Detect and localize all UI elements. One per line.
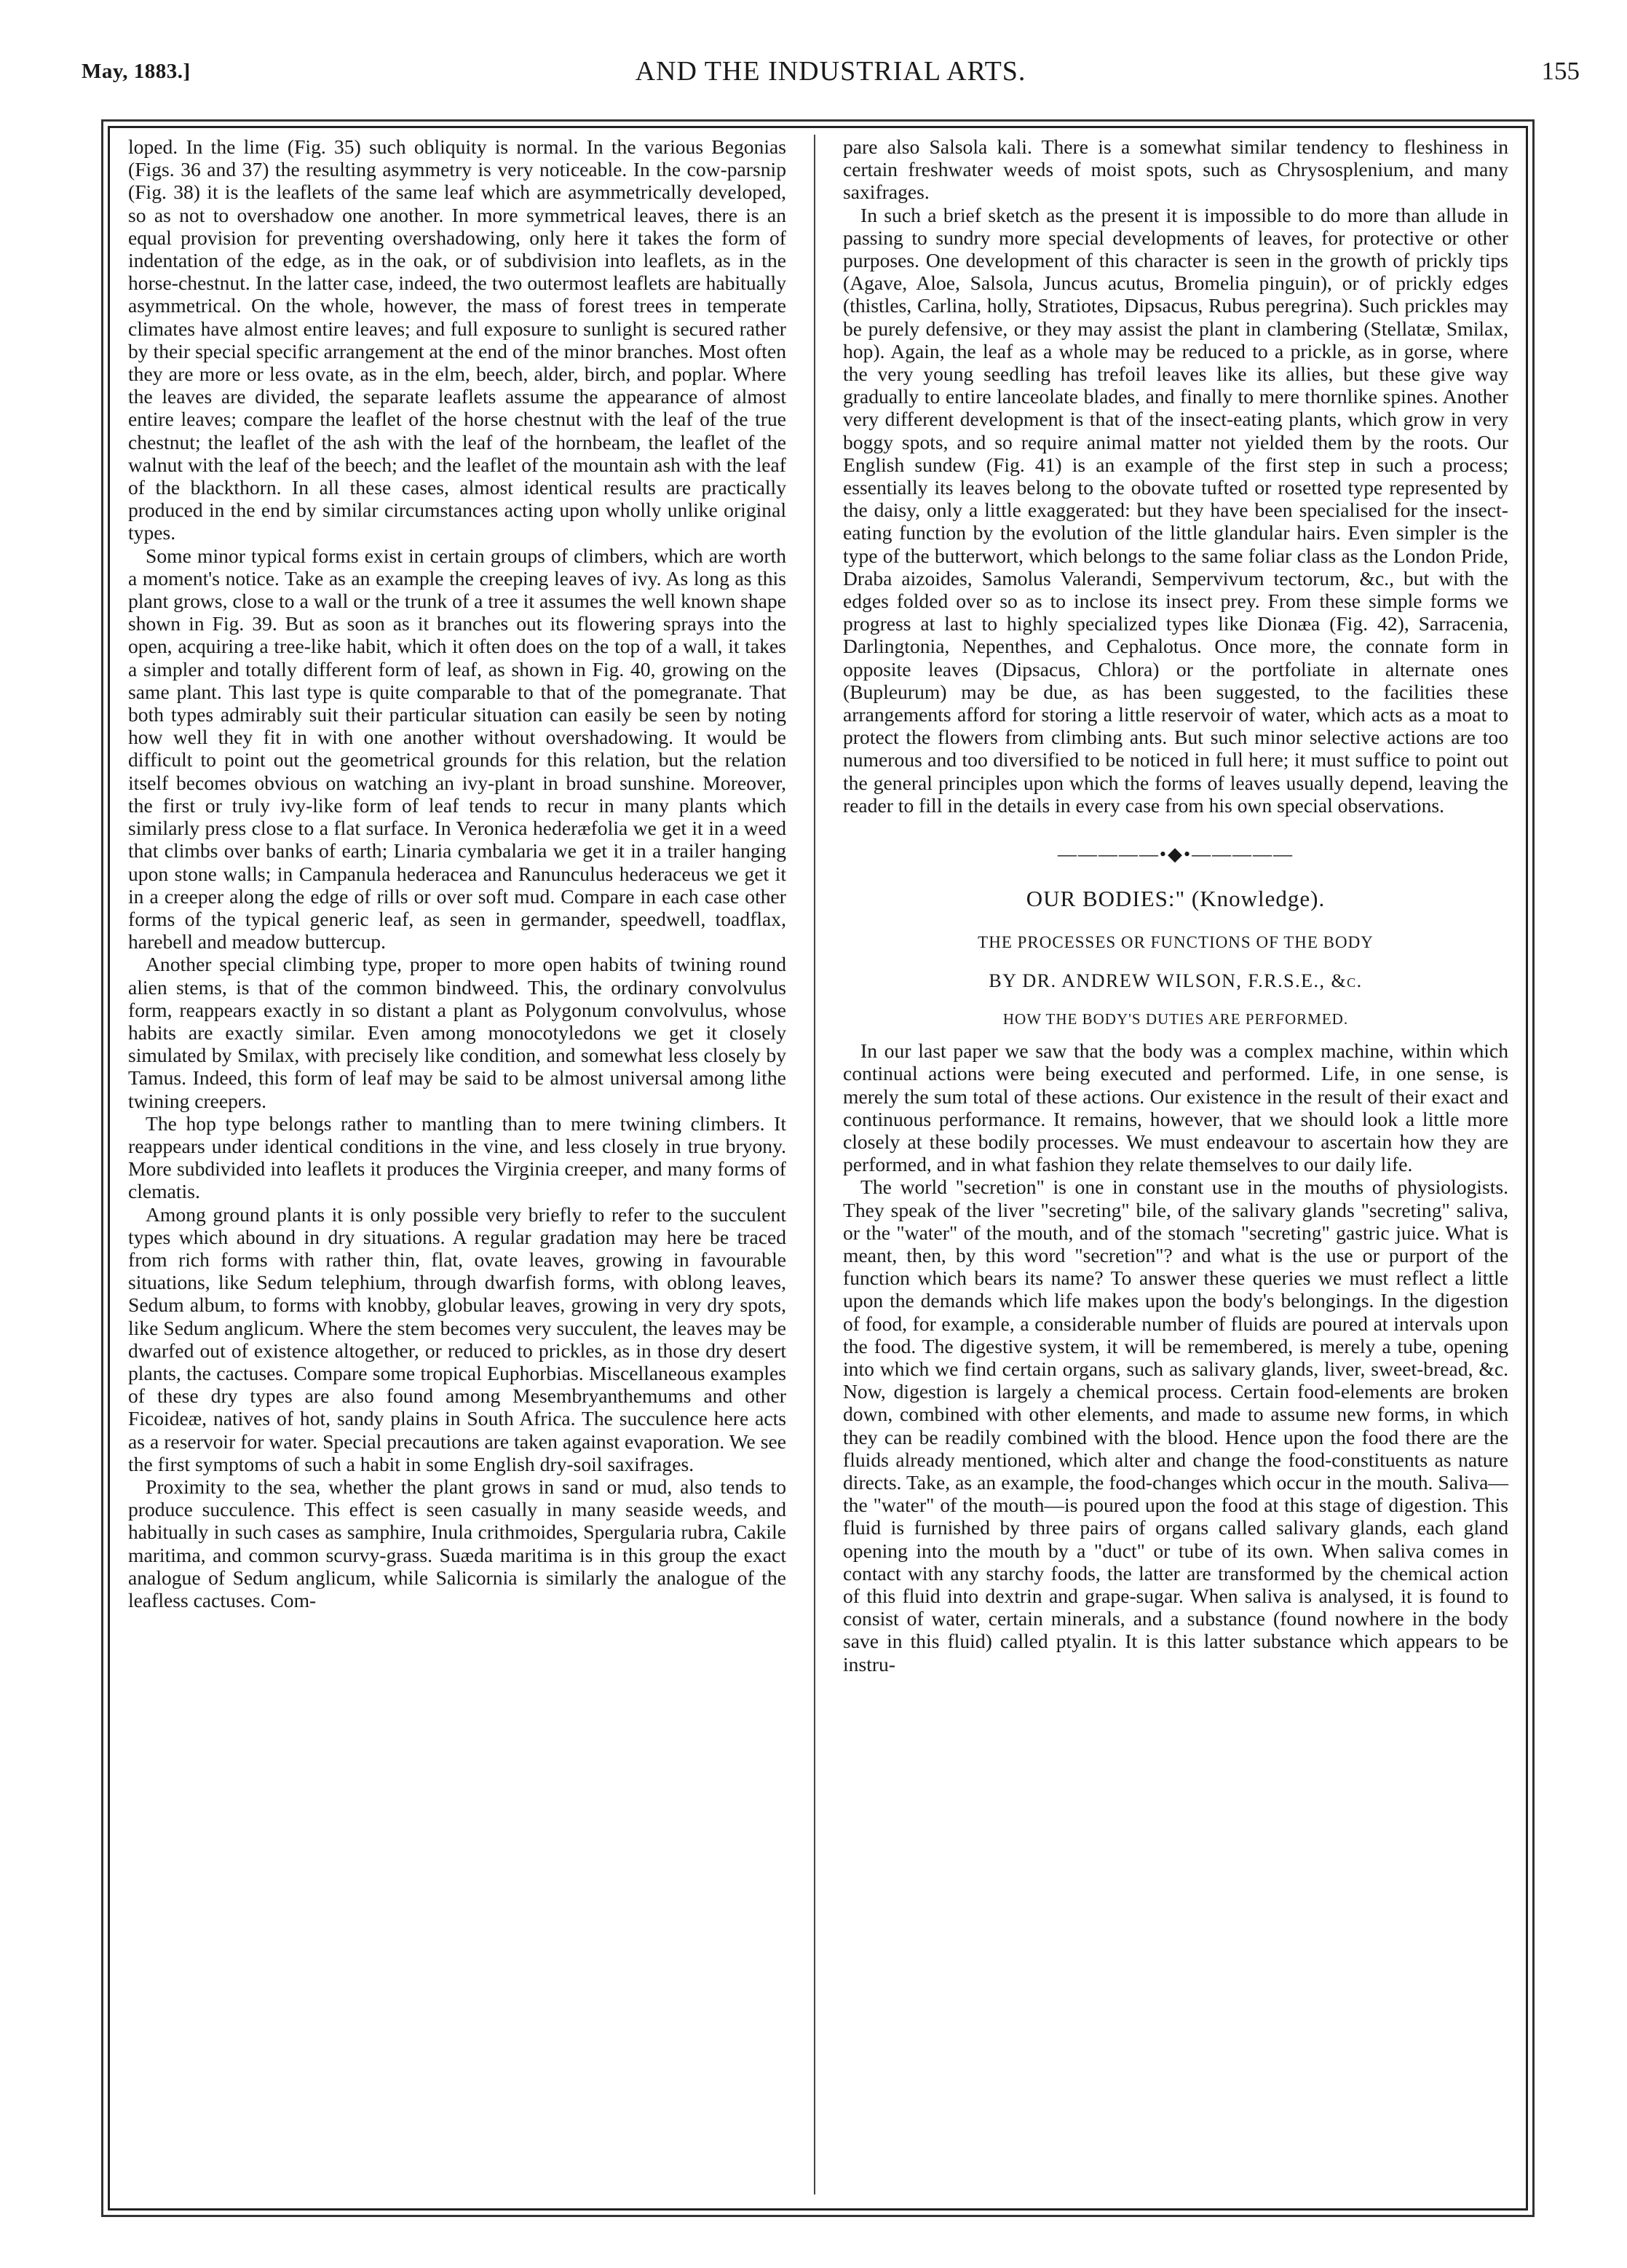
right-column [843,135,1508,1676]
column-divider [814,135,815,2194]
header-title: AND THE INDUSTRIAL ARTS. [635,56,1026,87]
right-paragraph: In such a brief sketch as the present it is impossible to do more than allude in passing to sundry more special developments of leaves, for protective or other purposes. One development of this character is seen in the growth of prickly tips (Agave, Aloe, Salsola, Juncus acutus, Bromelia pinguin), or of prickly edges (thistles, Carlina, holly, Stratiotes, Dipsacus, Rubus peregrina). Such prickles may be purely defensive, or they may assist the plant in clambering (Stellatæ, Smilax, hop). Again, the leaf as a whole may be reduced to a prickle, as in gorse, where the very young seedling has trefoil leaves like its allies, but these give way gradually to entire lanceolate blades, and finally to mere thornlike spines. Another very different development is that of the insect-eating plants, which grow in very boggy spots, and so require animal matter not yielded them by the roots. Our English sundew (Fig. 41) is an example of the first step in such a process; essentially its leaves belong to the obovate tufted or rosetted type represented by the daisy, only a little exaggerated: but they have been specialised for the insect-eating function by the evolution of the little glandular hairs. Even simpler is the type of the butterwort, which belongs to the same foliar class as the London Pride, Draba aizoides, Samolus Valerandi, Sempervivum tectorum, &c., but with the edges folded over so as to inclose its insect prey. From these simple forms we progress at last to highly specialized types like Dionæa (Fig. 42), Sarracenia, Darlingtonia, Nepenthes, and Cephalotus. Once more, the connate form in opposite leaves (Dipsacus, Chlora) or the portfoliate in alternate ones (Bupleurum) may be due, as has been suggested, to the facilities these arrangements afford for storing a little reservoir of water, which acts as a moat to protect the flowers from climbing ants. But such minor selective actions are too numerous and too diversified to be noticed in full here; it must suffice to point out the general principles upon which the forms of leaves usually depend, leaving the reader to fill in the details in every case from his own special observations. [843,203,1508,817]
section-title: OUR BODIES:" (Knowledge). [1026,886,1326,912]
right-paragraph: pare also Salsola kali. There is a somewhat similar tendency to fleshiness in certain freshwater weeds of moist spots, such as Chrysosplenium, and many saxifrages. [843,135,1508,204]
page-number: 155 [1541,57,1580,85]
left-paragraph: Among ground plants it is only possible very briefly to refer to the succulent types which abound in dry situations. A regular gradation may here be traced from rich forms with rather thin, flat, ovate leaves, growing in favourable situations, like Sedum telephium, through dwarfish forms, with oblong leaves, Sedum album, to forms with knobby, globular leaves, growing in very dry spots, like Sedum anglicum. Where the stem becomes very succulent, the leaves may be dwarfed out of existence altogether, or reduced to prickles, as in those dry desert plants, the cactuses. Compare some tropical Euphorbias. Miscellaneous examples of these dry types are also found among Mesembryanthemums and other Ficoideæ, natives of hot, sandy plains in South Africa. The succulence here acts as a reservoir for water. Special precautions are taken against evaporation. We see the first symptoms of such a habit in some English dry-soil saxifrages. [128,1202,786,1475]
left-column [128,135,786,1611]
section-paragraph: In our last paper we saw that the body was a complex machine, within which continual actions were being executed and performed. Life, in one sense, is merely the sum total of these actions. Our existence in the result of their exact and continuous performance. It remains, however, that we should look a little more closely at these bodily processes. We must endeavour to ascertain how they are performed, and in what fashion they relate themselves to our daily life. [843,1039,1508,1176]
left-paragraph: Some minor typical forms exist in certain groups of climbers, which are worth a moment's notice. Take as an example the creeping leaves of ivy. As long as this plant grows, close to a wall or the trunk of a tree it assumes the well known shape shown in Fig. 39. But as soon as it branches out its flowering sprays into the open, acquiring a tree-like habit, which it often does on the top of a wall, it takes a simpler and totally different form of leaf, as shown in Fig. 40, growing on the same plant. This last type is quite comparable to that of the pomegranate. That both types admirably suit their particular situation can easily be seen by noting how well they fit in with one another without overshadowing. It would be difficult to point out the geometrical grounds for this relation, but the relation itself becomes obvious on watching an ivy-plant in broad sunshine. Moreover, the first or truly ivy-like form of leaf tends to recur in many plants which similarly press close to a flat surface. In Veronica hederæfolia we get it in a weed that climbs over banks of earth; Linaria cymbalaria we get it in a trailer hanging upon stone walls; in Campanula hederacea and Ranunculus hederaceus we get it in a creeper along the edge of rills or over soft mud. Compare in each case other forms of the typical generic leaf, as seen in germander, speedwell, toadflax, harebell and meadow buttercup. [128,544,786,953]
left-paragraph: Proximity to the sea, whether the plant grows in sand or mud, also tends to produce succulence. This effect is seen casually in many seaside weeds, and habitually in such cases as samphire, Inula crithmoides, Spergularia rubra, Cakile maritima, and common scurvy-grass. Suæda maritima is in this group the exact analogue of Sedum anglicum, while Salicornia is similarly the analogue of the leafless cactuses. Com- [128,1475,786,1611]
header-date: May, 1883.] [82,60,191,83]
left-paragraph: loped. In the lime (Fig. 35) such obliquity is normal. In the various Begonias (Figs. 36 and 37) the resulting asymmetry is very noticeable. In the cow-parsnip (Fig. 38) it is the leaflets of the same leaf which are asymmetrically developed, so as not to overshadow one another. In more symmetrical leaves, there is an equal provision for preventing overshadowing, only here it takes the form of indentation of the edge, as in the oak, or of subdivision into leaflets, as in the horse-chestnut. In the latter case, indeed, the two outermost leaflets are habitually asymmetrical. On the whole, however, the mass of forest trees in temperate climates have almost entire leaves; and full exposure to sunlight is secured rather by their special specific arrangement at the end of the minor branches. Most often they are more or less ovate, as in the elm, beech, alder, birch, and poplar. Where the leaves are divided, the separate leaflets assume the appearance of almost entire leaves; compare the leaflet of the horse chestnut with the leaf of the true chestnut; the leaflet of the ash with the leaf of the hornbeam, the leaflet of the walnut with the leaf of the beech; and the leaflet of the mountain ash with the leaf of the blackthorn. In all these cases, almost identical results are practically produced in the end by similar circumstances acting upon wholly unlike original types. [128,135,786,544]
running-head [82,45,1580,96]
section-subtitle: THE PROCESSES OR FUNCTIONS OF THE BODY [978,932,1374,951]
left-paragraph: The hop type belongs rather to mantling than to mere twining climbers. It reappears under identical conditions in the vine, and less closely in true bryony. More subdivided into leaflets it produces the Virginia creeper, and many forms of clematis. [128,1111,786,1203]
left-paragraph: Another special climbing type, proper to more open habits of twining round alien stems, is that of the common bindweed. This, the ordinary convolvulus form, reappears exactly in so distant a plant as Polygonum convolvulus, whose habits are exactly similar. Even among monocotyledons we get it closely simulated by Smilax, with precisely like condition, and somewhat less closely by Tamus. Indeed, this form of leaf may be said to be almost universal among lithe twining creepers. [128,953,786,1112]
section-heading: HOW THE BODY'S DUTIES ARE PERFORMED. [1002,1010,1349,1028]
section-author: BY DR. ANDREW WILSON, F.R.S.E., &c. [989,970,1363,991]
section-paragraph: The world "secretion" is one in constant use in the mouths of physiologists. They speak of the liver "secreting" bile, of the salivary glands "secreting" saliva, or the "water" of the mouth, and of the stomach "secreting" gastric juice. What is meant, then, by this word "secretion"? and what is the use or purport of the function which bears its name? To answer these queries we must reflect a little upon the demands which life makes upon the body's belongings. In the digestion of food, for example, a considerable number of fluids are poured at intervals upon the food. The digestive system, it will be remembered, is merely a tube, opening into which we find certain organs, such as salivary glands, liver, sweet-bread, &c. Now, digestion is largely a chemical process. Certain food-elements are broken down, combined with other elements, and made to assume new forms, in which they can be readily combined with the blood. Hence upon the food there are the fluids already mentioned, which alter and change the food-constituents as nature directs. Take, as an example, the food-changes which occur in the mouth. Saliva—the "water" of the mouth—is poured upon the food at this stage of digestion. This fluid is furnished by three pairs of organs called salivary glands, each gland opening into the mouth by a "duct" or tube of its own. When saliva comes in contact with any starchy foods, the latter are transformed by the chemical action of this fluid into dextrin and grape-sugar. When saliva is analysed, it is found to consist of water, certain minerals, and a substance (found nowhere in the body save in this fluid) called ptyalin. It is this latter substance which appears to be instru- [843,1175,1508,1676]
section-ornament: —————•◆•————— [1057,844,1294,865]
